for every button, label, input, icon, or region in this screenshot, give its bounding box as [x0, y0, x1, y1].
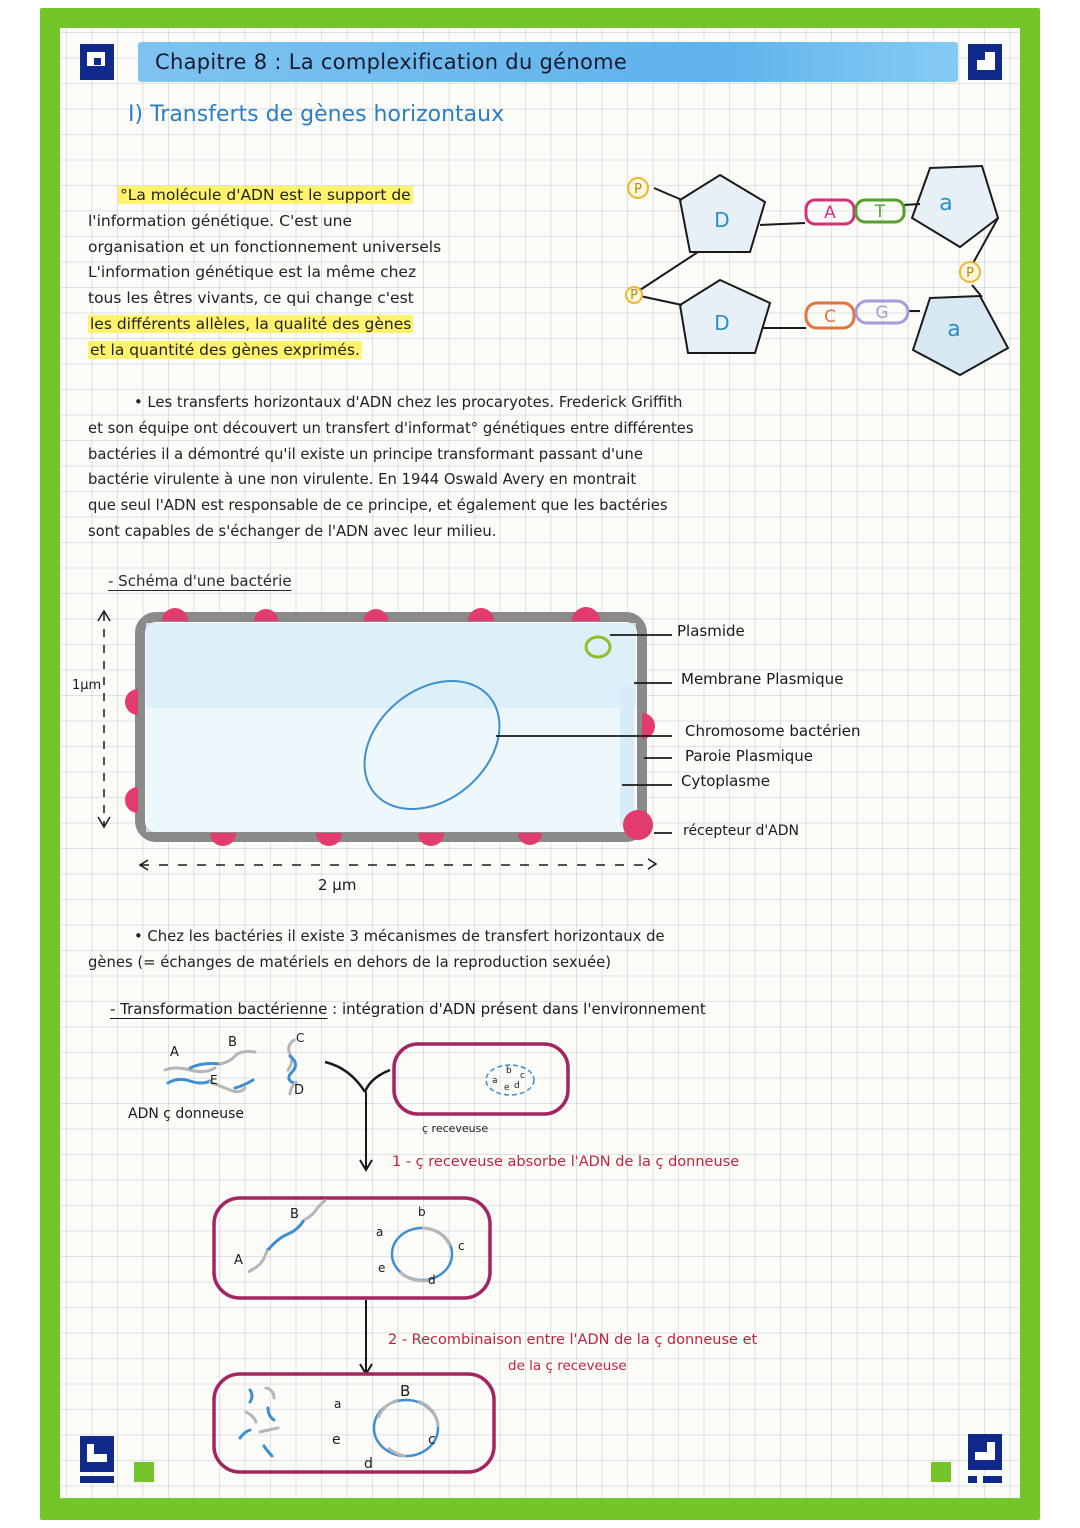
- svg-text:P: P: [630, 288, 638, 303]
- svg-text:P: P: [966, 266, 974, 281]
- svg-text:P: P: [634, 182, 642, 197]
- step1-cell: [214, 1198, 490, 1298]
- recipient-cell-label: ç receveuse: [422, 1122, 489, 1135]
- svg-text:a: a: [939, 191, 953, 216]
- intro-paragraph: [88, 183, 628, 364]
- svg-text:e: e: [504, 1083, 510, 1093]
- svg-text:A: A: [234, 1253, 243, 1268]
- svg-text:a: a: [376, 1225, 384, 1239]
- svg-text:e: e: [378, 1261, 386, 1275]
- label-cytoplasme: Cytoplasme: [681, 772, 770, 790]
- svg-text:a: a: [334, 1397, 342, 1411]
- svg-text:a: a: [492, 1076, 498, 1086]
- p2-line-6: sont capables de s'échanger de l'ADN avec leur milieu.: [88, 522, 497, 540]
- griffith-paragraph: [88, 390, 1018, 545]
- base-t: T: [874, 202, 886, 222]
- recipient-cell: [394, 1044, 568, 1114]
- bacteria-schema-title: - Schéma d'une bactérie: [108, 572, 292, 590]
- width-dimension-label: 2 µm: [318, 876, 357, 894]
- bottom-left-bar: [80, 1476, 114, 1483]
- svg-text:d: d: [364, 1456, 373, 1472]
- base-c: C: [824, 307, 836, 327]
- p2-line-5: que seul l'ADN est responsable de ce principe, et également que les bactéries: [88, 497, 668, 515]
- deoxyribose-top-right: [912, 166, 998, 247]
- step2-text-line2: de la ç receveuse: [508, 1358, 627, 1374]
- label-membrane-plasmique: Membrane Plasmique: [681, 670, 844, 688]
- svg-text:a: a: [947, 317, 961, 342]
- svg-text:E: E: [210, 1073, 218, 1087]
- intro-line-2: l'information génétique. C'est une: [88, 211, 353, 230]
- svg-text:c: c: [520, 1071, 525, 1081]
- transformation-heading: [110, 1000, 706, 1018]
- donor-dna-label: ADN ç donneuse: [128, 1106, 245, 1122]
- transformation-definition: : intégration d'ADN présent dans l'environnement: [332, 1000, 706, 1018]
- transformation-title: - Transformation bactérienne: [110, 1000, 328, 1018]
- svg-text:d: d: [428, 1273, 436, 1287]
- corner-marker-top-right-icon: [968, 44, 1002, 80]
- height-dimension-label: 1µm: [72, 678, 102, 693]
- label-chromosome-bacterien: Chromosome bactérien: [685, 722, 861, 740]
- section-title: I) Transferts de gènes horizontaux: [128, 102, 505, 127]
- label-recepteur-adn: récepteur d'ADN: [683, 823, 800, 839]
- label-plasmide: Plasmide: [677, 622, 745, 640]
- step2-text-line1: 2 - Recombinaison entre l'ADN de la ç donneuse et: [388, 1332, 758, 1348]
- intro-line-7: et la quantité des gènes exprimés.: [90, 340, 360, 359]
- svg-text:c: c: [458, 1239, 465, 1253]
- p2-line-3: bactéries il a démontré qu'il existe un principe transformant passant d'une: [88, 445, 643, 463]
- svg-text:B: B: [228, 1035, 237, 1050]
- label-paroie-plasmique: Paroie Plasmique: [685, 747, 813, 765]
- svg-text:A: A: [170, 1045, 179, 1060]
- svg-text:B: B: [400, 1382, 411, 1400]
- corner-marker-top-left-icon: [80, 44, 114, 80]
- p2-line-2: et son équipe ont découvert un transfert d'informat° génétiques entre différentes: [88, 419, 694, 437]
- dna-structure-diagram: [620, 160, 1020, 380]
- intro-line-6: les différents allèles, la qualité des gènes: [90, 314, 412, 333]
- p3-line-2: gènes (= échanges de matériels en dehors de la reproduction sexuée): [88, 953, 612, 971]
- intro-line-3: organisation et un fonctionnement universels: [88, 237, 442, 256]
- intro-line-5: tous les êtres vivants, ce qui change c'est: [88, 289, 414, 308]
- svg-text:b: b: [418, 1205, 426, 1219]
- base-g: G: [875, 303, 889, 323]
- svg-text:e: e: [332, 1432, 341, 1448]
- p2-line-1: • Les transferts horizontaux d'ADN chez les procaryotes. Frederick Griffith: [134, 394, 683, 411]
- svg-text:d: d: [514, 1081, 520, 1091]
- p3-line-1: • Chez les bactéries il existe 3 mécanismes de transfert horizontaux de: [134, 928, 665, 945]
- svg-text:D: D: [714, 311, 730, 335]
- svg-text:c: c: [428, 1432, 436, 1448]
- intro-line-1: °La molécule d'ADN est le support de: [120, 186, 411, 204]
- p2-line-4: bactérie virulente à une non virulente. En 1944 Oswald Avery en montrait: [88, 471, 637, 489]
- svg-text:C: C: [296, 1031, 305, 1045]
- cytoplasm-shading: [146, 623, 636, 708]
- svg-text:B: B: [290, 1207, 299, 1222]
- step1-text: 1 - ç receveuse absorbe l'ADN de la ç donneuse: [392, 1154, 740, 1170]
- bacteria-diagram: [60, 595, 1020, 905]
- corner-marker-bottom-left-icon: [80, 1436, 114, 1472]
- base-a: A: [824, 203, 836, 223]
- mechanisms-paragraph: [88, 924, 1018, 976]
- chapter-title: Chapitre 8 : La complexification du génome: [155, 50, 628, 74]
- transformation-diagram: [110, 1028, 1010, 1498]
- svg-text:b: b: [506, 1066, 512, 1076]
- svg-text:D: D: [714, 208, 730, 232]
- intro-line-4: L'information génétique est la même chez: [88, 263, 417, 282]
- svg-text:D: D: [294, 1083, 305, 1098]
